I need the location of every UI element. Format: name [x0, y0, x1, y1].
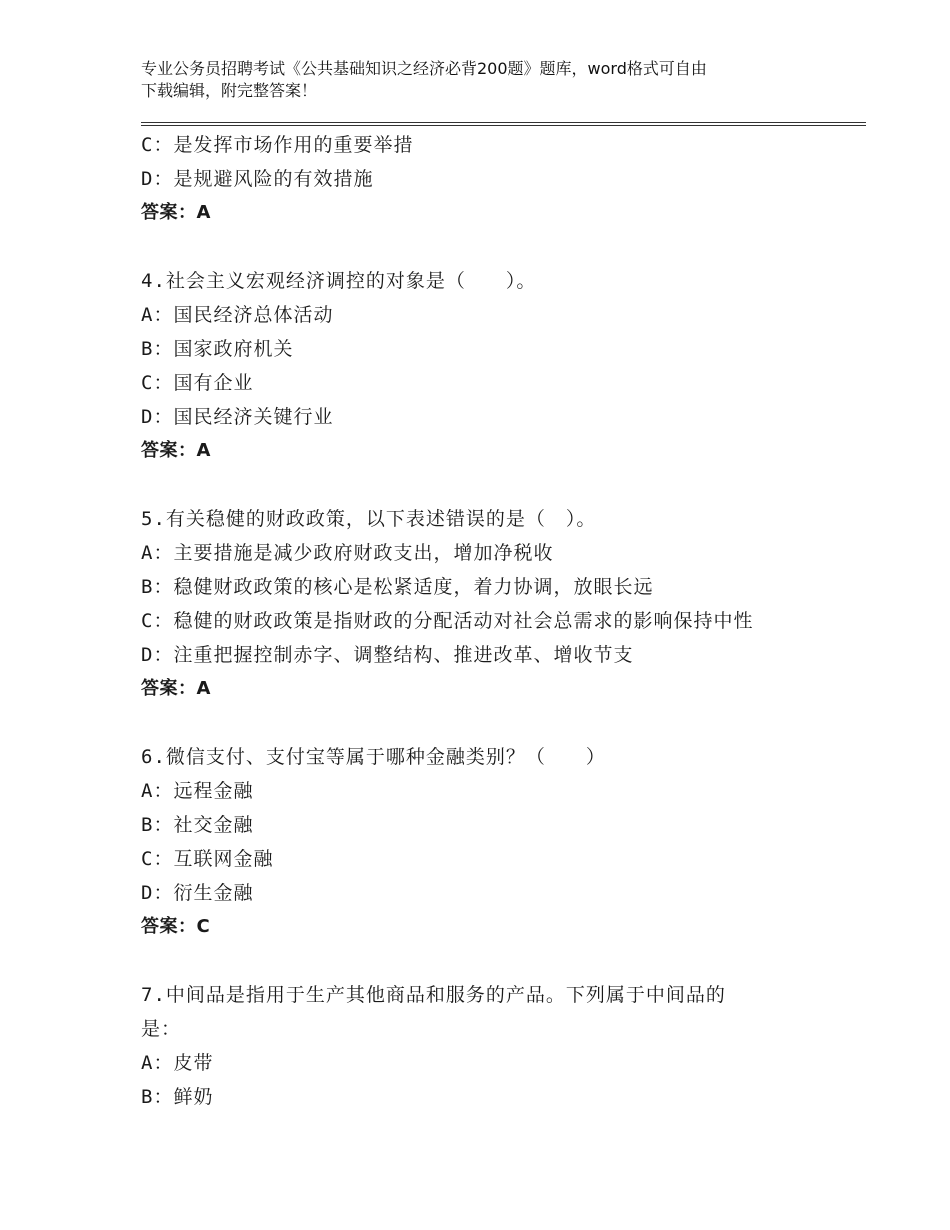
document-header — [141, 58, 821, 102]
option-d: D：是规避风险的有效措施 — [141, 168, 374, 190]
option-c: C：稳健的财政政策是指财政的分配活动对社会总需求的影响保持中性 — [141, 610, 754, 632]
question-stem-continued: 是： — [141, 1018, 182, 1040]
option-a: A：主要措施是减少政府财政支出，增加净税收 — [141, 542, 554, 564]
question-6 — [141, 740, 841, 944]
option-d: D：国民经济关键行业 — [141, 406, 334, 428]
option-b: B：稳健财政政策的核心是松紧适度，着力协调，放眼长远 — [141, 576, 654, 598]
question-list — [141, 128, 841, 1114]
header-line-2: 下载编辑，附完整答案！ — [141, 81, 318, 100]
question-5 — [141, 502, 841, 706]
option-b: B：社交金融 — [141, 814, 254, 836]
option-c: C：国有企业 — [141, 372, 254, 394]
option-d: D：注重把握控制赤字、调整结构、推进改革、增收节支 — [141, 644, 634, 666]
header-line-1: 专业公务员招聘考试《公共基础知识之经济必背200题》题库，word格式可自由 — [141, 59, 707, 78]
spacer — [141, 230, 841, 264]
question-stem: 4.社会主义宏观经济调控的对象是（ ）。 — [141, 270, 537, 292]
question-7 — [141, 978, 841, 1114]
answer: 答案：A — [141, 440, 211, 461]
question-3-continued — [141, 128, 841, 230]
question-stem: 7.中间品是指用于生产其他商品和服务的产品。下列属于中间品的 — [141, 984, 726, 1006]
answer: 答案：A — [141, 202, 211, 223]
option-b: B：国家政府机关 — [141, 338, 294, 360]
answer: 答案：C — [141, 916, 211, 937]
spacer — [141, 468, 841, 502]
option-a: A：国民经济总体活动 — [141, 304, 334, 326]
option-d: D：衍生金融 — [141, 882, 254, 904]
option-c: C：是发挥市场作用的重要举措 — [141, 134, 414, 156]
answer: 答案：A — [141, 678, 211, 699]
option-a: A：皮带 — [141, 1052, 214, 1074]
header-divider-bottom — [141, 125, 866, 126]
option-b: B：鲜奶 — [141, 1086, 214, 1108]
question-stem: 5.有关稳健的财政政策，以下表述错误的是（ ）。 — [141, 508, 597, 530]
option-a: A：远程金融 — [141, 780, 254, 802]
option-c: C：互联网金融 — [141, 848, 274, 870]
spacer — [141, 706, 841, 740]
question-stem: 6.微信支付、支付宝等属于哪种金融类别？（ ） — [141, 746, 606, 768]
spacer — [141, 944, 841, 978]
question-4 — [141, 264, 841, 468]
header-divider-top — [141, 122, 866, 123]
